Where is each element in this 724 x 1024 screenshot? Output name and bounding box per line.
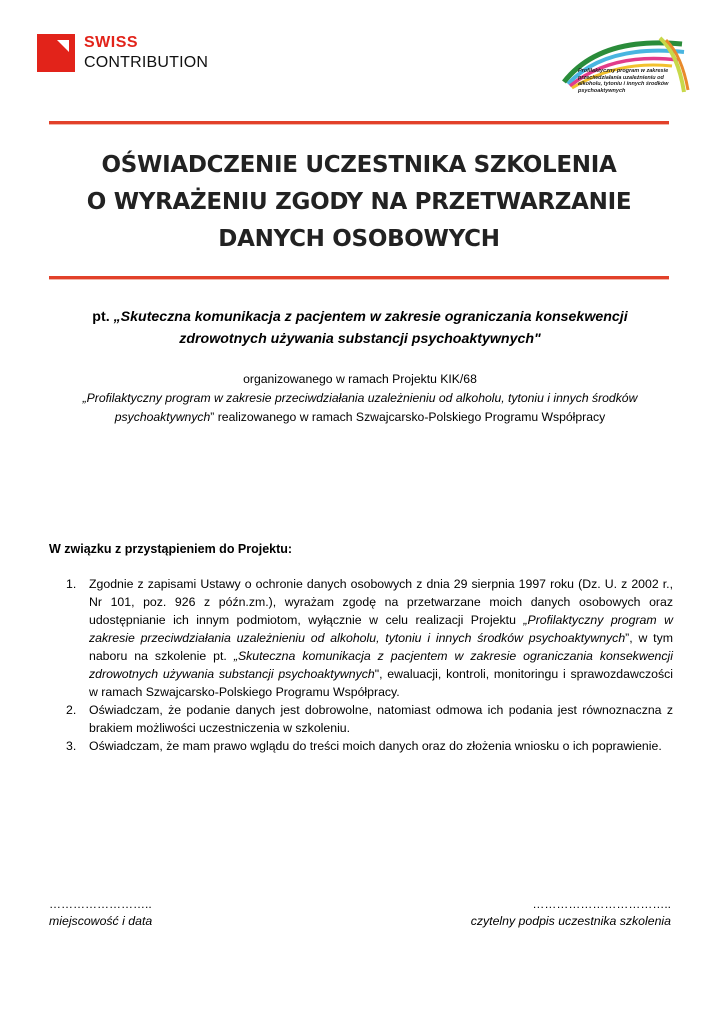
declaration-text: Oświadczam, że podanie danych jest dobrowolne, natomiast odmowa ich podania jest równoznaczna z brakiem możliwości uczestniczenia w szkoleniu. (89, 703, 673, 735)
declaration-item (66, 575, 673, 701)
place-date-line: …………………….. (49, 897, 152, 911)
place-date-label: miejscowość i data (49, 914, 153, 928)
declaration-text: ”, w tym naboru na szkolenie pt. (89, 631, 673, 663)
organizer-line-1: organizowanego w ramach Projektu KIK/68 (243, 372, 477, 386)
declaration-number: 3. (66, 739, 77, 753)
swiss-flag-icon (37, 34, 75, 72)
declaration-text: Zgodnie z zapisami Ustawy o ochronie danych osobowych z dnia 29 sierpnia 1997 roku (Dz. U. z 2002 r., Nr 101, poz. 926 z późn.zm.), wyrażam zgodę na przetwarzane moich danych osobowych oraz udostępnianie ich innym podmiotom, wyłącznie w celu realizacji Projektu (89, 577, 673, 627)
declaration-number: 1. (66, 577, 77, 591)
section-heading: W związku z przystąpieniem do Projektu: (49, 542, 293, 556)
declaration-text: Oświadczam, że mam prawo wglądu do treści moich danych oraz do złożenia wniosku o ich poprawienie. (89, 739, 662, 753)
document-title (49, 147, 669, 258)
declaration-number: 2. (66, 703, 77, 717)
signature-line: …………………………….. (532, 897, 671, 911)
signature-label: czytelny podpis uczestnika szkolenia (470, 914, 671, 928)
organizer-line-3-rest: ” realizowanego w ramach Szwajcarsko-Polskiego Programu Współpracy (210, 410, 606, 424)
declaration-item (66, 701, 673, 737)
subtitle-line-2: zdrowotnych używania substancji psychoaktywnych" (179, 331, 541, 347)
organizer-line-3-italic: psychoaktywnych (114, 410, 211, 424)
title-line-2: O WYRAŻENIU ZGODY NA PRZETWARZANIE (86, 189, 632, 215)
program-logo (560, 34, 690, 99)
top-divider (49, 121, 669, 125)
declaration-text-italic: „Skuteczna komunikacja z pacjentem w zakresie ograniczania konsekwencji zdrowotnych używania substancji psychoaktywnych (89, 649, 673, 681)
program-logo-text: Profilaktyczny program w zakresie przeciwdziałania uzależnieniu od alkoholu, tytoniu i innych środków psychoaktywnych (578, 68, 669, 94)
declaration-text-italic: „Profilaktyczny program w zakresie przeciwdziałania uzależnieniu od alkoholu, tytoniu i innych środków psychoaktywnych (89, 613, 673, 645)
title-line-3: DANYCH OSOBOWYCH (218, 226, 500, 252)
swiss-contribution-logo (37, 34, 237, 78)
logo-word-swiss: SWISS (84, 34, 139, 51)
declaration-item (66, 737, 673, 755)
subtitle-line-1: „Skuteczna komunikacja z pacjentem w zakresie ograniczania konsekwencji (113, 309, 628, 325)
title-divider (49, 276, 669, 280)
organizer-info (40, 370, 680, 427)
training-subtitle (60, 306, 660, 350)
logo-word-contribution: CONTRIBUTION (84, 54, 209, 71)
declaration-text: ", ewaluacji, kontroli, monitoringu i sprawozdawczości w ramach Szwajcarsko-Polskiego Programu Współpracy. (89, 667, 673, 699)
title-line-1: OŚWIADCZENIE UCZESTNIKA SZKOLENIA (101, 152, 617, 178)
organizer-line-2: „Profilaktyczny program w zakresie przeciwdziałania uzależnieniu od alkoholu, tytoniu i innych środków (82, 391, 638, 405)
declarations-list (49, 575, 673, 755)
subtitle-prefix: pt. (92, 309, 114, 325)
